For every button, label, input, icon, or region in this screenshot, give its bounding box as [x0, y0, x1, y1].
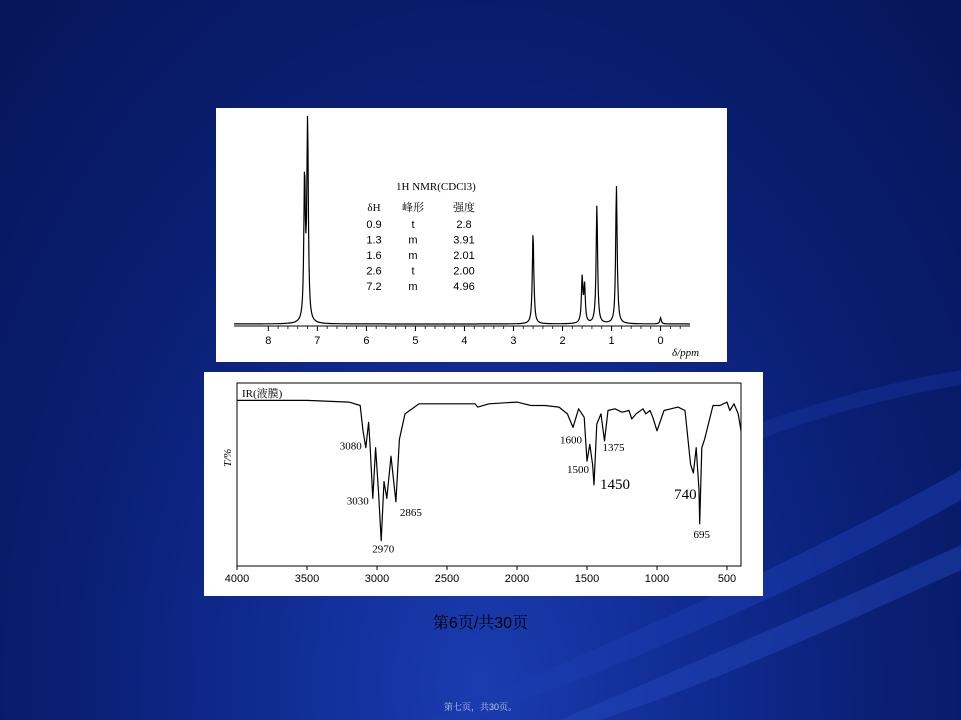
nmr-table-cell: 1.3: [366, 234, 382, 247]
nmr-tick-label: 3: [510, 335, 517, 347]
nmr-table-cell: 7.2: [366, 281, 382, 293]
ir-peak-label: 740: [674, 487, 697, 504]
ir-spectrum-panel: [204, 372, 763, 596]
ir-tick-label: 4000: [224, 573, 250, 585]
nmr-table-cell: 4.96: [453, 281, 475, 293]
ir-peak-label: 695: [693, 528, 710, 541]
ir-tick-label: 500: [717, 573, 737, 585]
nmr-tick-label: 4: [461, 335, 468, 347]
ir-tick-label: 3500: [294, 573, 320, 585]
page-caption: 第6页/共30页: [432, 615, 529, 632]
ir-spectrum-chart: [204, 372, 763, 596]
nmr-spectrum-panel: [216, 108, 727, 362]
ir-trace: [237, 400, 741, 540]
ir-tick-label: 3000: [364, 573, 390, 585]
nmr-table-cell: m: [408, 234, 418, 247]
nmr-table-header: δH: [367, 202, 381, 214]
ir-y-axis-label: T/%: [222, 448, 234, 467]
nmr-tick-label: 2: [559, 335, 566, 347]
ir-tick-label: 2000: [504, 573, 530, 585]
ir-tick-label: 2500: [434, 573, 460, 585]
ir-plot-area: [237, 400, 741, 540]
nmr-tick-label: 5: [412, 335, 419, 347]
nmr-x-axis: [234, 326, 690, 347]
nmr-table-cell: m: [408, 250, 418, 262]
nmr-table-cell: m: [408, 281, 418, 293]
nmr-tick-label: 6: [363, 335, 370, 347]
nmr-tick-label: 8: [265, 335, 272, 347]
ir-peak-label: 1375: [602, 441, 625, 454]
nmr-table-cell: 3.91: [453, 234, 475, 247]
nmr-table-cell: 1.6: [366, 250, 382, 262]
ir-peak-label: 1500: [567, 464, 589, 477]
ir-tick-label: 1000: [644, 573, 670, 585]
nmr-table-cell: t: [411, 219, 415, 231]
nmr-table-cell: 2.01: [453, 250, 475, 262]
ir-x-axis: [225, 566, 736, 585]
ir-peak-label: 1600: [560, 434, 582, 447]
nmr-tick-label: 7: [314, 335, 321, 347]
nmr-tick-label: 0: [657, 335, 664, 347]
nmr-peak-table: [366, 200, 475, 293]
ir-peak-label: 1450: [600, 476, 630, 493]
ir-peak-label: 3080: [339, 440, 362, 453]
nmr-table-cell: t: [411, 265, 415, 278]
nmr-table-header: 峰形: [402, 202, 424, 214]
nmr-table-cell: 2.00: [453, 265, 475, 278]
ir-peak-label: 2865: [399, 506, 422, 519]
ir-peak-label: 3030: [346, 495, 369, 508]
nmr-tick-label: 1: [608, 335, 615, 347]
nmr-table-cell: 0.9: [366, 219, 382, 231]
nmr-table-header: 强度: [453, 202, 475, 214]
nmr-spectrum-chart: [216, 108, 727, 362]
ir-peak-label: 2970: [372, 543, 395, 556]
slide-footer: 第七页，共30页。: [443, 702, 517, 712]
nmr-x-axis-label: δ/ppm: [672, 347, 700, 359]
nmr-table-cell: 2.6: [366, 265, 382, 278]
nmr-table-cell: 2.8: [456, 219, 472, 231]
ir-tick-label: 1500: [574, 573, 600, 585]
nmr-title: 1H NMR(CDCl3): [396, 181, 476, 193]
ir-title: IR(液膜): [242, 388, 283, 400]
